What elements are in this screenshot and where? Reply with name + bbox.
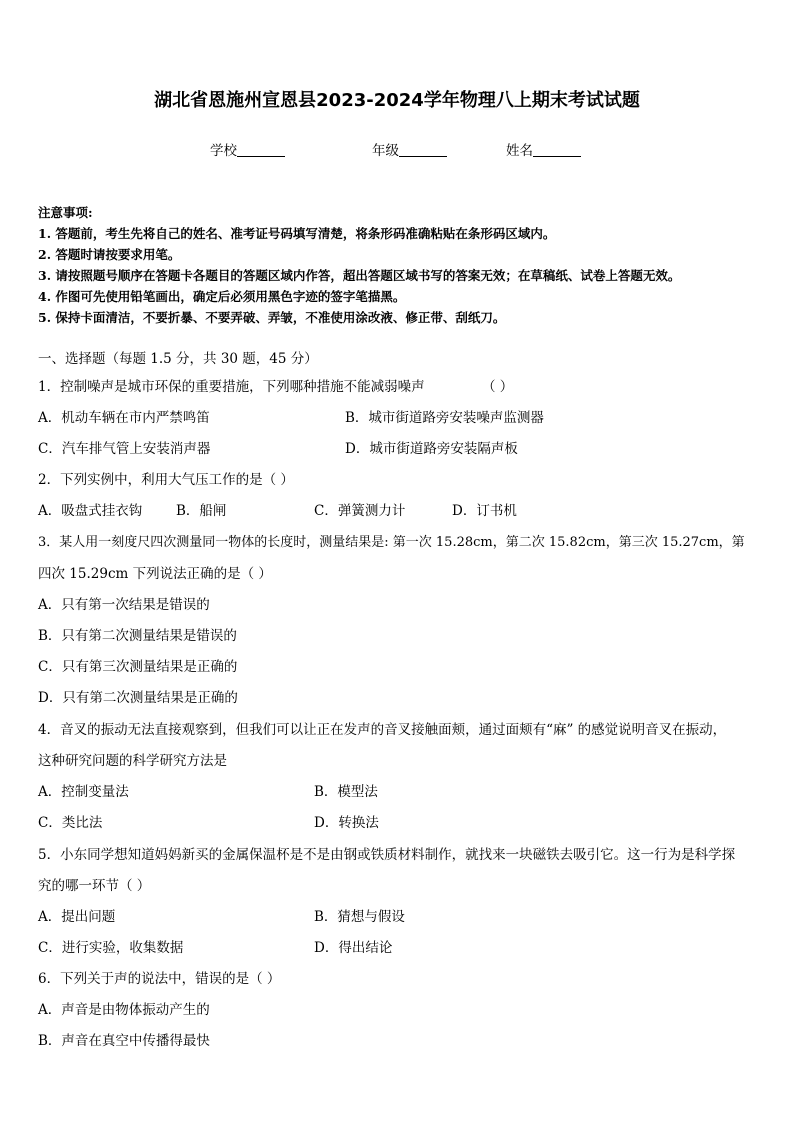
section-heading: 一、选择题（每题 1.5 分，共 30 题，45 分） [38,351,318,367]
question-1-option-d: D．城市街道路旁安装隔声板 [345,441,518,457]
question-5-option-c: C．进行实验，收集数据 [38,940,184,956]
question-1-option-b: B．城市街道路旁安装噪声监测器 [345,410,544,426]
notice-heading: 注意事项: [38,205,93,220]
question-6-stem: 6．下列关于声的说法中，错误的是（ ） [38,971,281,987]
question-3-option-d: D．只有第二次测量结果是正确的 [38,690,238,706]
question-2-option-a: A．吸盘式挂衣钩 [38,503,143,519]
question-6-option-b: B．声音在真空中传播得最快 [38,1033,210,1049]
question-4-option-b: B．模型法 [314,784,378,800]
name-field [506,139,581,159]
question-2-option-c: C．弹簧测力计 [314,503,406,519]
question-4-option-a: A．控制变量法 [38,784,129,800]
question-5-option-a: A．提出问题 [38,909,116,925]
question-2-option-b: B．船闸 [176,503,227,519]
question-4-stem-cont: 这种研究问题的科学研究方法是 [38,753,227,769]
page-title: 湖北省恩施州宣恩县2023-2024学年物理八上期末考试试题 [154,90,640,111]
school-field [210,139,285,159]
question-4-option-d: D．转换法 [314,815,379,831]
question-5-option-d: D．得出结论 [314,940,393,956]
question-5-stem-cont: 究的哪一环节（ ） [38,878,151,894]
question-1-option-c: C．汽车排气管上安装消声器 [38,441,211,457]
question-2-stem: 2．下列实例中，利用大气压工作的是（ ） [38,472,294,488]
school-blank[interactable] [237,142,285,157]
notice-item: 1. 答题前，考生先将自己的姓名、准考证号码填写清楚，将条形码准确粘贴在条形码区域内。 [38,226,556,241]
notice-item: 2. 答题时请按要求用笔。 [38,247,181,262]
name-blank[interactable] [533,142,581,157]
question-4-stem: 4．音叉的振动无法直接观察到，但我们可以让正在发声的音叉接触面颊，通过面颊有“麻” 的感觉说明音叉在振动， [38,722,727,738]
notice-item: 3. 请按照题号顺序在答题卡各题目的答题区域内作答，超出答题区域书写的答案无效；在草稿纸、试卷上答题无效。 [38,268,681,283]
grade-field [372,139,447,159]
school-label: 学校 [210,143,237,159]
question-5-stem: 5．小东同学想知道妈妈新买的金属保温杯是不是由钢或铁质材料制作，就找来一块磁铁去吸引它。这一行为是科学探 [38,847,736,863]
question-1-stem: 1．控制噪声是城市环保的重要措施，下列哪种措施不能减弱噪声 [38,379,425,395]
question-6-option-a: A．声音是由物体振动产生的 [38,1002,210,1018]
notice-item: 4. 作图可先使用铅笔画出，确定后必须用黑色字迹的签字笔描黑。 [38,289,406,304]
question-1-paren: （ ） [482,379,514,395]
question-2-option-d: D．订书机 [452,503,517,519]
name-label: 姓名 [506,143,533,159]
grade-blank[interactable] [399,142,447,157]
question-5-option-b: B．猜想与假设 [314,909,405,925]
question-1-option-a: A．机动车辆在市内严禁鸣笛 [38,410,210,426]
question-3-stem-cont: 四次 15.29cm 下列说法正确的是（ ） [38,566,272,582]
question-3-option-b: B．只有第二次测量结果是错误的 [38,628,237,644]
question-3-stem: 3．某人用一刻度尺四次测量同一物体的长度时，测量结果是: 第一次 15.28cm，第二次 15.82cm，第三次 15.27cm，第 [38,535,745,550]
notice-item: 5. 保持卡面清洁，不要折暴、不要弄破、弄皱，不准使用涂改液、修正带、刮纸刀。 [38,310,506,325]
question-4-option-c: C．类比法 [38,815,103,831]
question-3-option-a: A．只有第一次结果是错误的 [38,597,210,613]
grade-label: 年级 [372,143,399,159]
question-3-option-c: C．只有第三次测量结果是正确的 [38,659,238,675]
